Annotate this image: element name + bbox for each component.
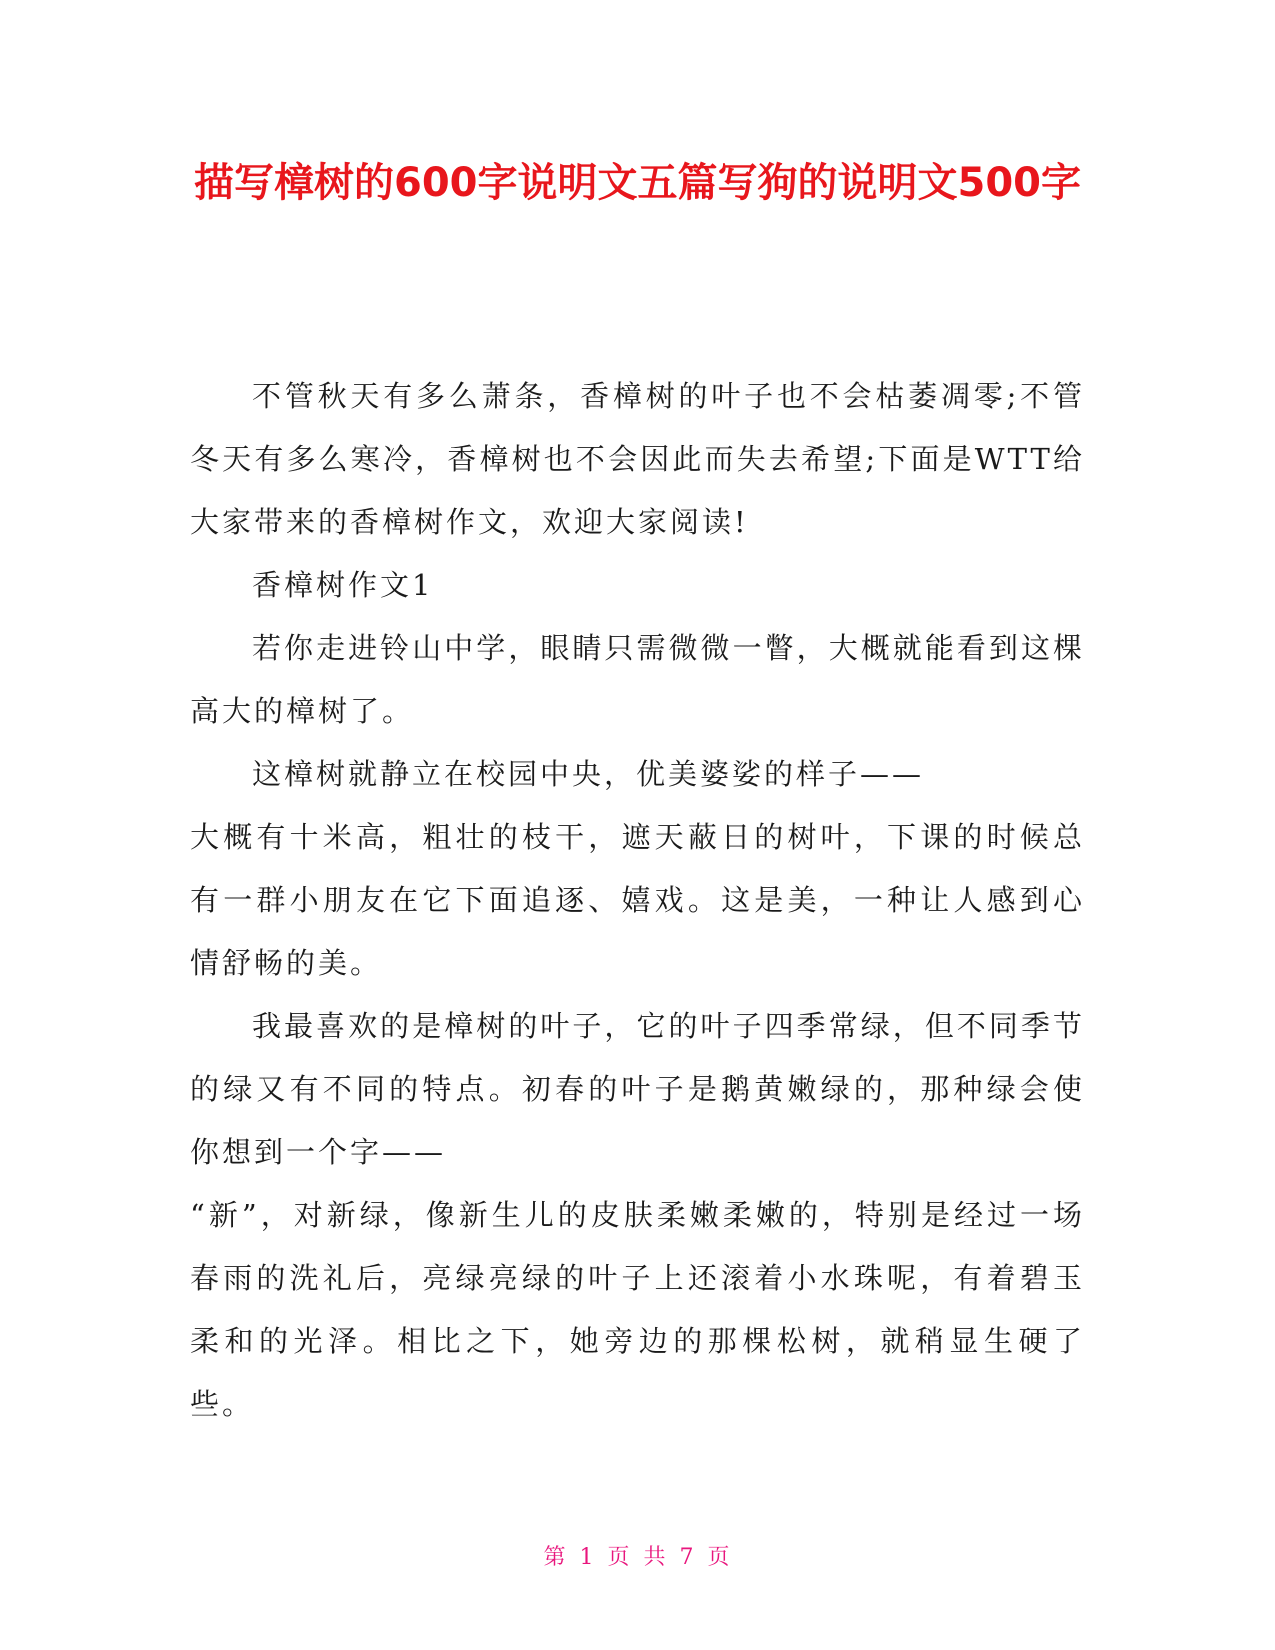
paragraph: “新”，对新绿，像新生儿的皮肤柔嫩柔嫩的，特别是经过一场春雨的洗礼后，亮绿亮绿的叶子上还滚着小水珠呢，有着碧玉柔和的光泽。相比之下，她旁边的那棵松树，就稍显生硬了些。 (190, 1198, 1085, 1421)
paragraph: 大概有十米高，粗壮的枝干，遮天蔽日的树叶，下课的时候总有一群小朋友在它下面追逐、嬉戏。这是美，一种让人感到心情舒畅的美。 (190, 820, 1085, 980)
page-footer (0, 1540, 1275, 1571)
paragraph: 这樟树就静立在校园中央，优美婆娑的样子—— (252, 757, 925, 791)
footer-total-pages: 7 (679, 1545, 696, 1570)
paragraph: 我最喜欢的是樟树的叶子，它的叶子四季常绿，但不同季节的绿又有不同的特点。初春的叶子是鹅黄嫩绿的，那种绿会使你想到一个字—— (190, 1009, 1085, 1169)
footer-total-label: 共 (643, 1545, 668, 1570)
document-title: 描写樟树的600字说明文五篇写狗的说明文500字 (194, 160, 1081, 206)
footer-page-unit: 页 (607, 1545, 632, 1570)
footer-page-label: 第 (543, 1545, 568, 1570)
document-body (190, 365, 1085, 1436)
footer-current-page: 1 (579, 1545, 596, 1570)
paragraph-intro: 不管秋天有多么萧条，香樟树的叶子也不会枯萎凋零;不管冬天有多么寒冷，香樟树也不会因此而失去希望;下面是WTT给大家带来的香樟树作文，欢迎大家阅读! (190, 379, 1085, 539)
paragraph: 若你走进铃山中学，眼睛只需微微一瞥，大概就能看到这棵高大的樟树了。 (190, 631, 1085, 728)
footer-total-unit: 页 (707, 1545, 732, 1570)
section-heading: 香樟树作文1 (252, 568, 434, 602)
